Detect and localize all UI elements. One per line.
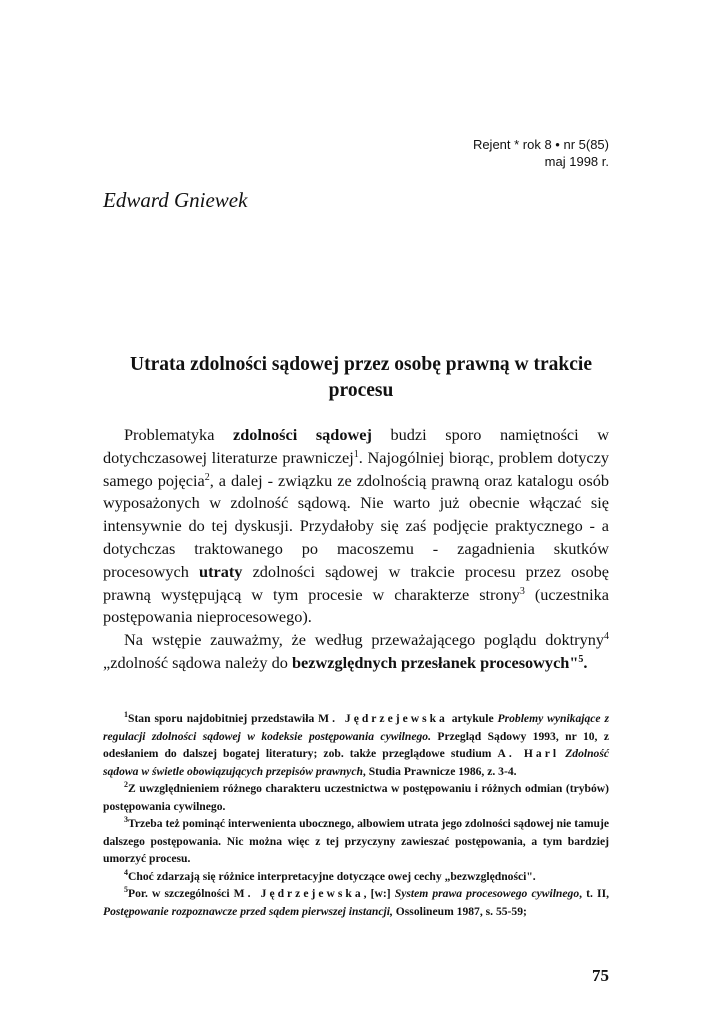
footnotes [103, 710, 609, 920]
footnote-5: $^5$Por. w szczególności M. Jędrzejewska, [w:] System prawa procesowego cywilnego, t. II, Postępowanie rozpoznawcze przed sądem pierwszej instancji, Ossolineum 1987, s. 55-59; [103, 885, 609, 918]
paragraph-2: Na wstępie zauważmy, że według przeważającego poglądu doktryny$^4$ „zdolność sądowa należy do bezwzględnych przesłanek procesowych"$^5$. [103, 630, 609, 672]
footnote-ref[interactable]: 1 [353, 448, 359, 460]
paragraph-1: Problematyka zdolności sądowej budzi sporo namiętności w dotychczasowej literaturze prawniczej$^1$. Najogólniej biorąc, problem dotyczy samego pojęcia$^2$, a dalej - związku ze zdolnością prawną oraz katalogu osób wyposażonych w zdolność sądową. Nie warto już obecnie włączać się intensywnie do tej dyskusji. Przydałoby się zaś podjęcie praktycznego - a dotychczas traktowanego po macoszemu - zagadnienia skutków procesowych utraty zdolności sądowej w trakcie procesu przez osobę prawną występującą w tym procesie w charakterze strony$^3$ (uczestnika postępowania nieprocesowego). [103, 425, 610, 627]
footnote-1: $^1$Stan sporu najdobitniej przedstawiła M. Jędrzejewska artykule Problemy wynikające z regulacji zdolności sądowej w kodeksie postępowania cywilnego. Przegląd Sądowy 1993, nr 10, z odesłaniem do dalszej bogatej literatury; zob. także przeglądowe studium A. Harl Zdolność sądowa w świetle obowiązujących przepisów prawnych, Studia Prawnicze 1986, z. 3-4. [103, 710, 609, 778]
article-title: Utrata zdolności sądowej przez osobę prawną w trakcie procesu [130, 354, 592, 401]
footnote-2: $^2$Z uwzględnieniem różnego charakteru uczestnictwa w postępowaniu i różnych odmian (trybów) postępowania cywilnego. [103, 780, 609, 813]
journal-date: maj 1998 r. [544, 154, 609, 169]
footnote-ref[interactable]: 4 [604, 631, 609, 643]
journal-issue: Rejent * rok 8 • nr 5(85) [472, 137, 609, 152]
bold-term: zdolności sądowej [233, 425, 372, 444]
journal-header [473, 136, 609, 170]
bold-term: bezwzględnych przesłanek procesowych" [291, 652, 579, 672]
footnote-ref[interactable]: 2 [204, 471, 210, 483]
footnote-ref[interactable]: 5 [578, 653, 584, 665]
footnote-3: $^3$Trzeba też pominąć interwenienta ubocznego, albowiem utrata jego zdolności sądowej nie tamuje dalszego postępowania. Nic można więc z tej przyczyny zawieszać postępowania, a tym bardziej umorzyć procesu. [103, 815, 609, 865]
bold-term: utraty [199, 561, 243, 581]
author-name: Edward Gniewek [103, 188, 248, 212]
page-number: 75 [592, 966, 609, 985]
footnote-ref[interactable]: 3 [519, 585, 525, 597]
article-body [103, 424, 609, 675]
footnote-4: $^4$Choć zdarzają się różnice interpretacyjne dotyczące owej cechy „bezwzględności". [124, 867, 536, 883]
